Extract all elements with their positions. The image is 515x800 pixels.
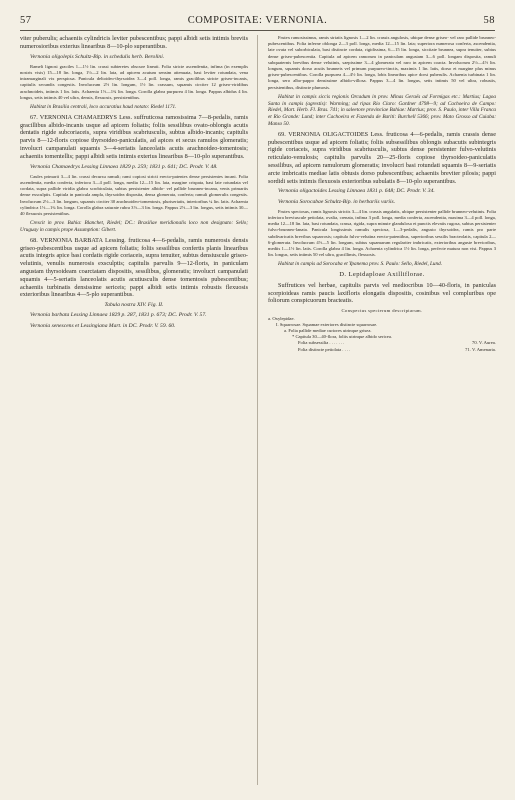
synonym-senescens: Vernonia senescens et Lessingiana Mart. in DC. Prodr. V. 59. 60. [30, 322, 176, 329]
key-row-ref: 70. V. Aurea. [472, 340, 496, 346]
column-divider [257, 35, 258, 785]
key-row-text: Folia subsessilia . . . . . . . [298, 340, 345, 346]
species-67-chamaedrys: 67. VERNONIA CHAMAEDRYS Less. suffruticosa ramosissima 7—8-pedalis, ramis gracillibus albido-incanis usque ad apicem foliatis; foliis sessilibus ovato-oblongis acutis dentatis rigide subcoriaceis, supra viridibus scabriusculis, subtus albido-incanis; capitulis parvis 8—12-floris copiose thyrsoideo-paniculatis, ad apices et secus ramulos glomeratis; involucri campanulati squamis 3—4-seriatis lanceolatis acutis arachnoideo-tomentosis; achaeniis tomentellis; pappi albidi setis intimis exterius linearibus 8—10-plo superantibus. [20, 113, 248, 160]
key-row-text: Folia distincte petiolata . . . . [298, 346, 351, 352]
page-number-right: 58 [483, 15, 495, 26]
key-row-ref: 71. V. Amenaria. [465, 346, 496, 352]
running-title: COMPOSITAE: VERNONIA. [187, 15, 328, 26]
key-row-amenaria [268, 347, 496, 353]
description-oligolepis: Rameli lignosi graciles 1—1½ lin. crassi subteretes obscure lineati. Folia stricte ascendentia, infima (in exemplis nostris visis) 15—18 lin. longa, 1½—2 lin. lata, ad apicem acutum sensim attenuata, basi leviter rotundata, vena intramarginali vix perspicua. Panicula deltoideo-thyrsoidea 3—4 poll. longa, ramis gracilibus stricte griseo-incanis, capitulis secundis congestis. Involucrum 2½ lin. longum, 1½ lin. crassum, squamis circiter 12 griseo-viridibus arachnoideis, intimis 1 lin. latis. Achaenia 1½—1¾ lin. longa. Corolla glabra purpurea 4 lin. longa. Pappus albidus 4 lin. longus, setis intimis 40 vel ultra, densis, flexuosis, persistentibus. [20, 63, 248, 100]
continued-paragraph: viter puberulis; achaeniis cylindricis leviter pubescentibus; pappi albidi setis intimis breviis numerosioribus exterius linearibus 8—10-plo superantibus. [20, 35, 248, 50]
plate-reference: Tabula nostra XIV. Fig. II. [104, 302, 164, 309]
page-header [20, 15, 495, 29]
description-barbata: Frutex ramosissimus, ramis striatis lignosis 1—2 lin. crassis angulosis, ubique dense griseo- vel raro pallide brunneo-pubescentibus. Folia inferne oblonga 2—3 poll. longa, media 12—15 lin. lata; superiora numerosa conferta, ascendentia, late ovata vel suborbiculata, basi distincte cordata, rigidissima, 6—15 lin. longa, siccitate brunnea, supra tenuiter, subtus dense griseo-pubescentia. Capitula ad apicem ramorum in paniculam angustam 3—6 poll. longam disposita, ramuli subquaternis brevibus dense velutinis, saepissime 3—4 glomerata vel raro in apicem coacta. Involucrum 2½—4½ lin. longum, squamis dorso acutis brunneis vel primum purpureo-tinctis, maximis 1 lin. latis, dorso et margine plus minus griseo-pubescentibus. Corolla purpurea 4—4½ lin. longa, lobis linearibus apice dorsi puberulis. Achaenia turbinata 1 lin. longa, sero albo-pappo densissime albido-villosa. Pappus 3—4 lin. longus, setis intimis 50 vel ultra, robustis, persistentibus, distincte plumosis. [268, 35, 496, 90]
section-heading: D. Lepidaploae Axilliflorae. [339, 271, 425, 279]
page-number-left: 57 [20, 15, 32, 26]
left-column [20, 35, 248, 793]
key-group-a: a. Oxylepidae. [268, 316, 295, 322]
habitat-chamaedrys: Crescit in prov. Bahia: Blanchet, Riedel; DC.: Brasiliae meridionalis loco non designato: Sello; Uruguay in campis prope Assumption: Gibert. [20, 220, 248, 234]
header-rule [20, 30, 495, 31]
habitat-barbata: Habitat in campis siccis regionis Orcadum in prov. Minas Geraës ad Formigas etc.: Martius; Lagoa Santa in campis (agrestis): Warming; ad ripas Rio Claro: Gardner 4798—9; ad Cachoeira de Campo: Riedel, Mart. Herb. Fl. Bras. 741; in saleetore provinciae Bahiae: Martius; prov. S. Paulo, inter Villa Franca et Rio Grande: Lund; inter Cachoeira et Fazenda de Bariti: Burchell 5366; prov. Mato Grosso ad Cuiaba: Manso 50. [268, 93, 496, 128]
habitat-oligactoides: Habitat in campis ad Sorocaba et Ypanema prov. S. Paulo: Sello, Riedel, Lund. [278, 261, 443, 268]
species-68-barbata: 68. VERNONIA BARBATA Lessing. fruticosa 4—6-pedalis, ramis numerosis densis griseo-pubescentibus usque ad apicem foliatis; foliis sessilibus confertis planis linearibus acutis integris apice basi cordatis rigide coriaceis, supra tenuiter, subtus densiuscule griseo-velutinis, venulis numerosis exsculptis; capitulis parvulis 9—12-floris, in paniculam angustam thyrsoideam coarctatam dispositis, sessilibus, glomeratis; involucri campanulati squamis 4—5-seriatis lanceolatis acutis acutiusculis dense tomentosis pubescentibus; achaeniis turbinatis densissime sericeis; pappi albidi setis intimis robustis flexuosis exterioribus linearibus 4—5-plo superantibus. [20, 236, 248, 299]
key-item-2: a. Folia pallide mediae curiores utrinque grisea. [284, 328, 372, 334]
key-item-1: I. Squarrosae. Squamae exteriores distincte squarrosae. [276, 322, 378, 328]
habitat-oligolepis: Habitat in Brasilia centrali, loco accuratius haud notato: Riedel 1171. [30, 104, 177, 111]
synonym-oligolepis: Vernonia oligolepis Schultz-Bip. in schedulis herb. Berolini. [30, 53, 165, 60]
synonym-chamaedrys: Vernonia Chamaedrys Lessing Linnaea 1829 p. 259; 1831 p. 641; DC. Prodr. V. 48. [30, 163, 218, 170]
synonym-sorocabae: Vernonia Sorocabae Schultz-Bip. in herbariis variis. [278, 198, 396, 205]
key-item-3: * Capitula 30—40-flora, foliis utrinque albido sericea. [292, 334, 393, 340]
conspectus-title: Conspectus specierum descriptarum. [341, 308, 423, 314]
synonym-oligactoides: Vernonia oligactoides Lessing Linnaea 1831 p. 648; DC. Prodr. V. 34. [278, 188, 435, 195]
right-column [268, 35, 496, 793]
species-69-oligactoides: 69. VERNONIA OLIGACTOIDES Less. fruticosa 4—6-pedalis, ramis crassis dense pubescentibus usque ad apicem foliatis; foliis subsessilibus oblongis subacutis subintegris rigide coriaceis, supra viridibus scabriusculis, subtus dense persistenter fulvo-velutinis reticulato-venulosis; capitulis parvulis 20—25-floris copiose thyrsoideo-paniculatis sessilibus, ad apicem ramulorum glomeratis; involucri basi rotundati squamis 8—9-seriatis arcte imbricatis mediae latis obtusis dorso pubescentibus; achaeniis breviter pilosis; pappi sordidi setis intimis flexuosis exterioribus subulatis 8—10-plo superantibus. [268, 130, 496, 185]
description-chamaedrys: Caules primarii 3—4 lin. crassi decursu ramuli; rami copiosi stricti erecto-patentes dense persistentes incani. Folia ascendentia, media conferta, inferiora 3—4 poll. longa, media 12—15 lin. lata, margine crispata, basi late rotundata vel cordata, supra pallide viridia glabra scrobiculata, subtus persistenter albido- vel pallide brunneo-incana, venis primariis dense exsculptis. Capitula in panicula ampla, thyrsoidea disposita, densa glomerata, conferta; ramuli glomerulis congestis. Involucrum 2½—3 lin. longum, squamis circiter 30 arachnoideo-tomentosis, pluriseriatis, interioribus ¼ lin. latis. Achaenia cylindrica 1½—1¾ lin. longa. Corolla glabra saturate rubra 3½—3 lin. longa. Pappus 2½—3 lin. longus, setis intimis 30—40 flexuosis persistentibus. [20, 173, 248, 217]
synonym-barbata: Vernonia barbata Lessing Linnaea 1829 p. 287, 1831 p. 673; DC. Prodr. V. 57. [30, 312, 207, 319]
description-oligactoides: Frutex speciosus, ramis lignosis strictis 3—4 lin. crassis angulatis, ubique persistenter pallide brunneo-velutinis. Folia inferiora breviuscule petiolata, ovalia, crenata, infima 3 poll. longa, media conferta, ascendentia, maxima 3—4 poll. longa, media 12—18 lin. lata, basi rotundata, crassa, rigida, supra minute glandulosa et punctis elevatis rugosa, subtus persistenter fulvo-brunneo-lanata. Panicula longissimis ramulis speciosa, 1—3-pedalis, angusto thyrsoidea, ramis pro parte subdivaricatis brevibus squarrosis; capitula fulvo-velutina erecto-patentibus, superioribus sessilis bracteolatis, capitula 2—6-glomerata. Involucrum 4½—5 lin. longum, subtus squamarum regulariter imbricatis, exterioribus anguste brevioribus, mediis 1—1½ lin. latis. Corolla glabra 4 lin. longa. Achaenia cylindrica 1½ lin. longa, perfecte matura non visi. Pappus 3 lin. longus, setis intimis 50 vel ultra, gracillimis, flexuosis. [268, 208, 496, 258]
section-description: Suffrutices vel herbae, capitulis parvis vel mediocribus 10—40-floris, in paniculas scorpioideas ramis paucis laxifloris elongatis dispositis, cosinibus vel compluribus ope foliorum conspicuorum bracteatis. [268, 281, 496, 305]
